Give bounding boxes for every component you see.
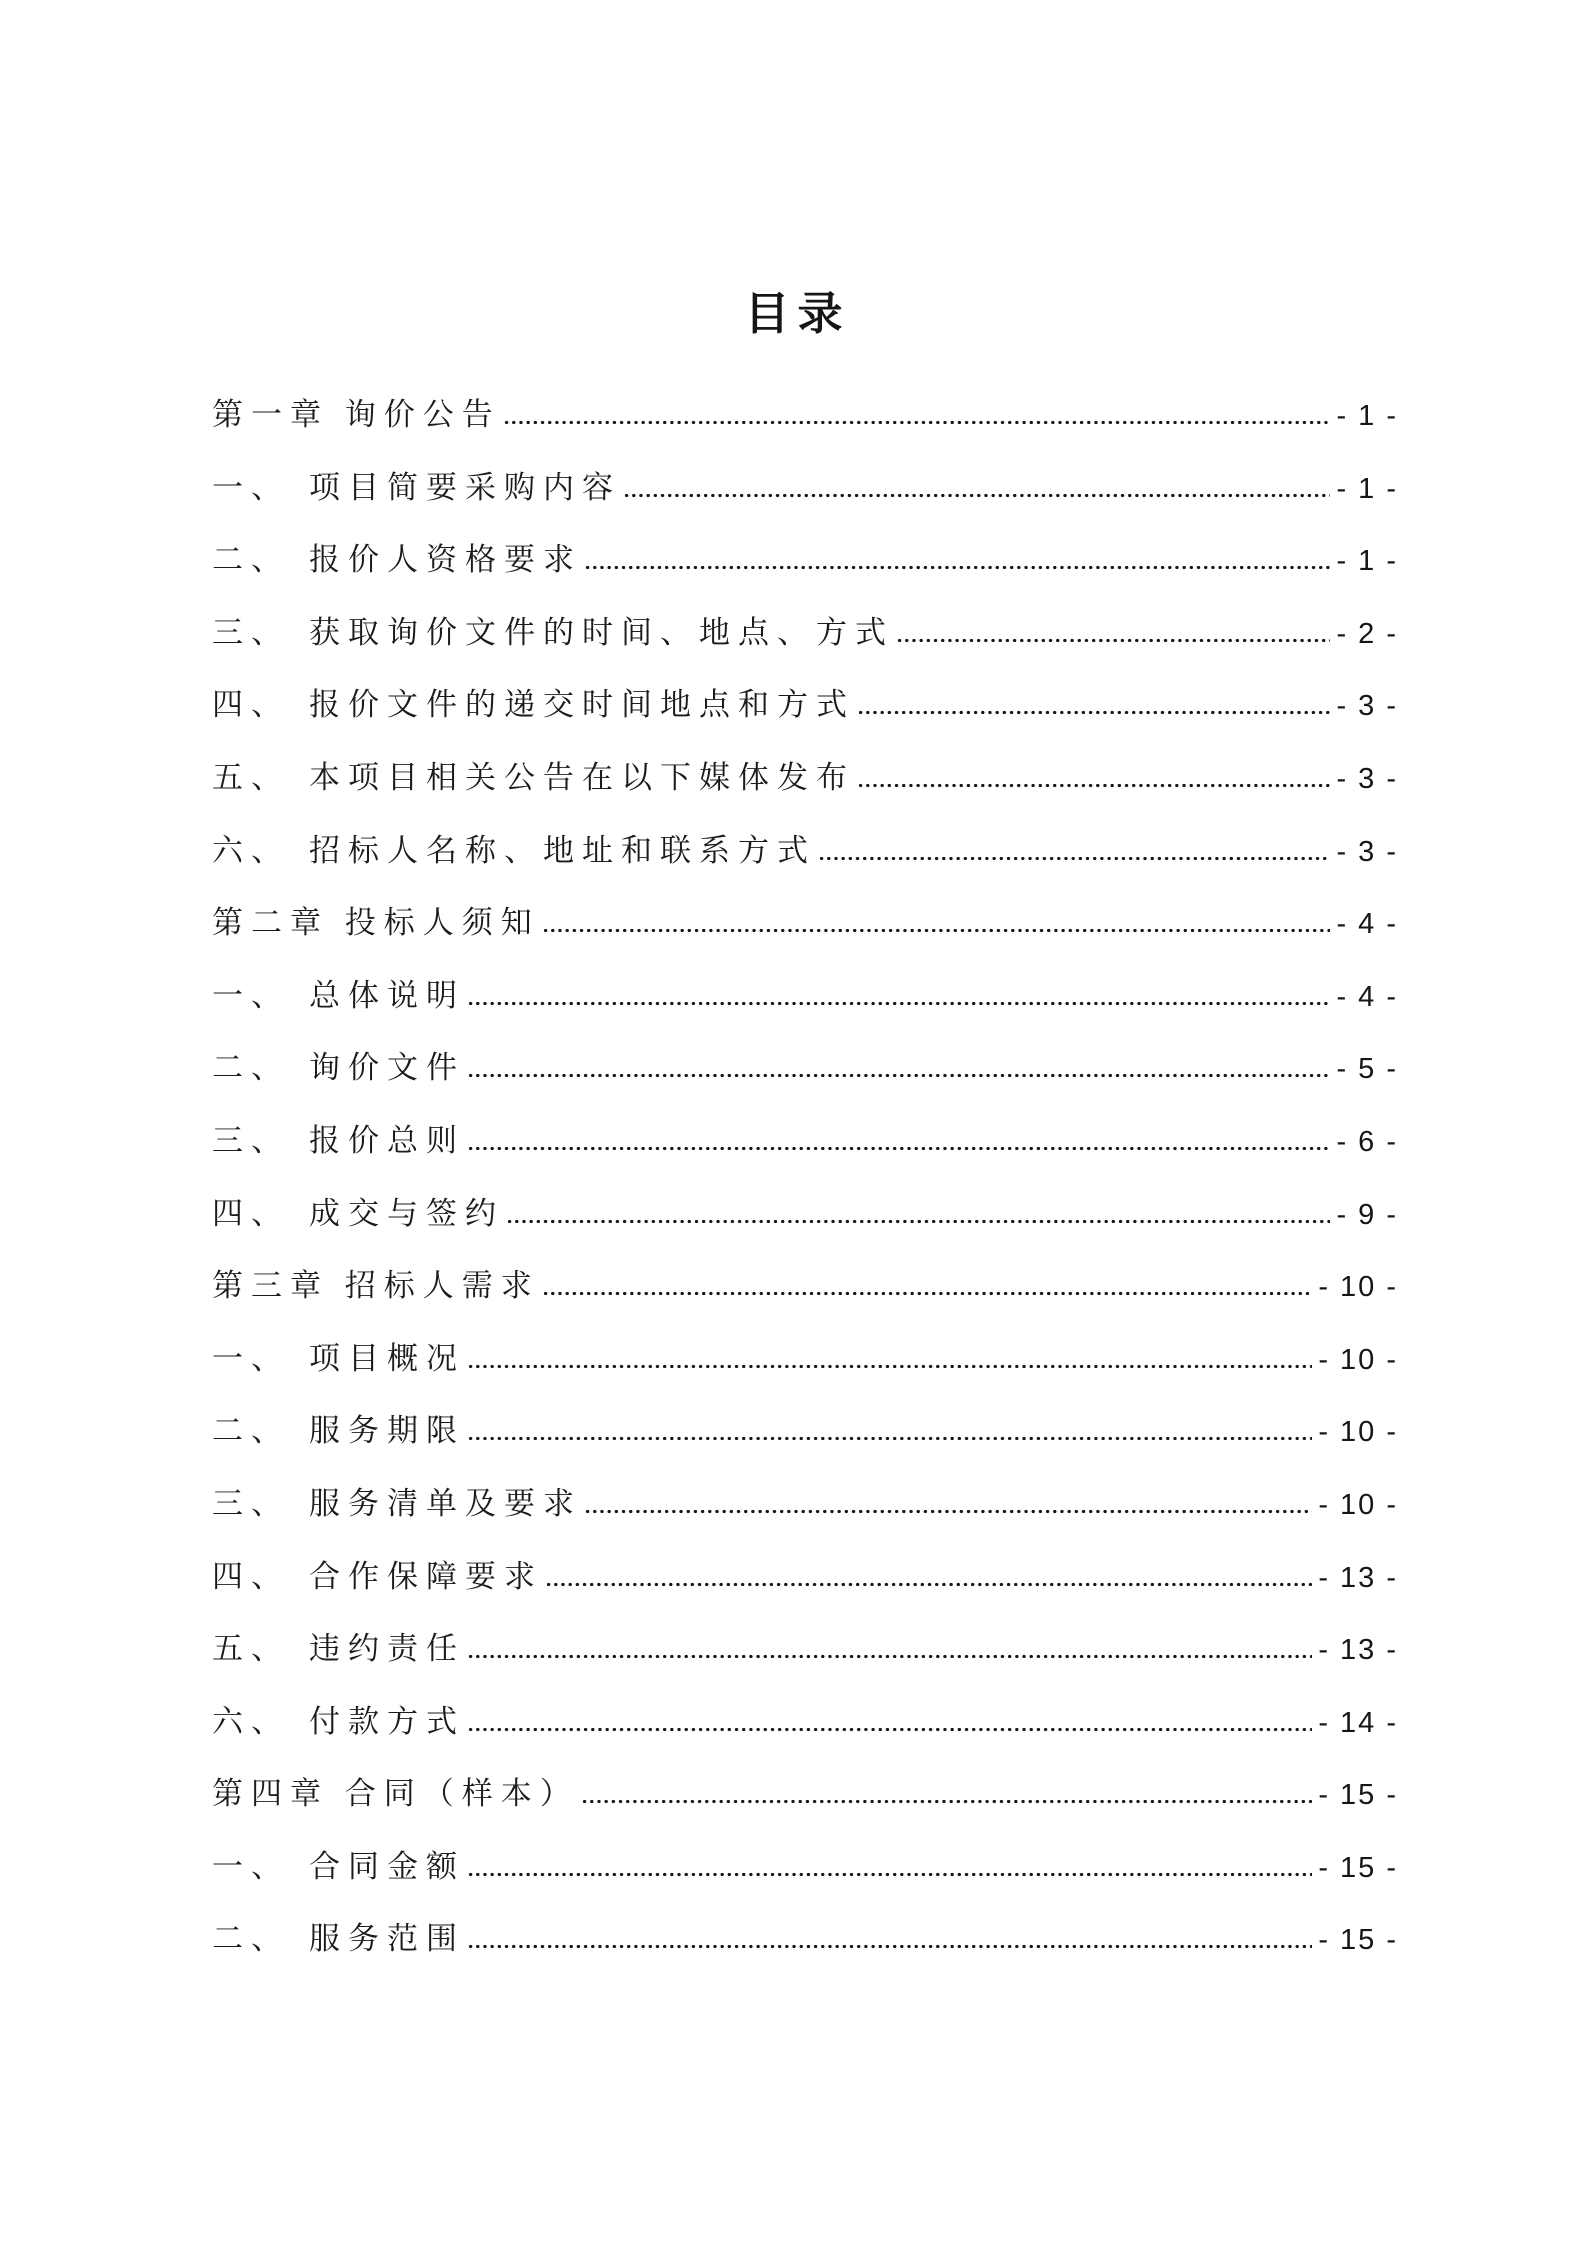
toc-leader-dots — [542, 1291, 1313, 1296]
toc-entry-label: 服务清单及要求 — [309, 1485, 582, 1521]
toc-entry[interactable] — [212, 1903, 1398, 1976]
toc-entry[interactable] — [212, 1395, 1398, 1468]
toc-entry-prefix: 五、 — [212, 759, 290, 795]
toc-entry[interactable] — [212, 379, 1398, 452]
toc-entry-prefix: 一、 — [212, 977, 290, 1013]
toc-leader-dots — [506, 1219, 1330, 1224]
toc-entry-page: - 1 - — [1336, 545, 1398, 578]
toc-entry-page: - 3 - — [1336, 835, 1398, 868]
toc-entry-prefix: 二、 — [212, 542, 290, 578]
toc-entry-prefix: 三、 — [212, 614, 290, 650]
toc-entry-prefix: 六、 — [212, 1703, 290, 1739]
toc-entry-page: - 3 - — [1336, 690, 1398, 723]
toc-entry[interactable] — [212, 960, 1398, 1033]
toc-entry[interactable] — [212, 1178, 1398, 1251]
toc-leader-dots — [584, 1509, 1312, 1514]
toc-entry-label: 询价文件 — [309, 1050, 465, 1086]
toc-title: 目录 — [744, 288, 851, 339]
toc-entry-label: 第一章 询价公告 — [212, 397, 501, 432]
toc-leader-dots — [467, 1654, 1312, 1659]
toc-entry-label: 服务期限 — [309, 1413, 465, 1449]
toc-entry-page: - 13 - — [1318, 1561, 1398, 1594]
toc-entry-label: 合同金额 — [309, 1848, 465, 1884]
toc-leader-dots — [545, 1582, 1312, 1587]
toc-entry-label: 成交与签约 — [309, 1195, 504, 1231]
toc-entry[interactable] — [212, 742, 1398, 815]
toc-entry-prefix: 二、 — [212, 1413, 290, 1449]
toc-entry-prefix: 四、 — [212, 687, 290, 723]
toc-entry[interactable] — [212, 815, 1398, 888]
toc-entry-page: - 4 - — [1336, 980, 1398, 1013]
toc-entry-prefix: 二、 — [212, 1050, 290, 1086]
toc-entry-page: - 9 - — [1336, 1198, 1398, 1231]
toc-entry-label: 第三章 招标人需求 — [212, 1268, 540, 1304]
toc-entry-page: - 15 - — [1318, 1851, 1398, 1884]
toc-entry[interactable] — [212, 452, 1398, 525]
toc-entry[interactable] — [212, 1758, 1398, 1831]
toc-leader-dots — [467, 1944, 1312, 1949]
toc-entry-prefix: 三、 — [212, 1122, 290, 1158]
toc-entry-page: - 3 - — [1336, 762, 1398, 795]
toc-entry-label: 报价文件的递交时间地点和方式 — [309, 687, 855, 723]
toc-leader-dots — [467, 1436, 1312, 1441]
toc-entry-page: - 10 - — [1318, 1416, 1398, 1449]
toc-entry-label: 本项目相关公告在以下媒体发布 — [309, 759, 855, 795]
toc-entry-label: 获取询价文件的时间、地点、方式 — [309, 614, 894, 650]
toc-entry-label: 第二章 投标人须知 — [212, 905, 540, 941]
toc-entry-label: 报价总则 — [309, 1122, 465, 1158]
toc-entry-prefix: 一、 — [212, 1340, 290, 1376]
toc-entry-page: - 2 - — [1336, 617, 1398, 650]
toc-entry-label: 第四章 合同（样本） — [212, 1776, 579, 1812]
toc-entry-label: 项目简要采购内容 — [309, 469, 621, 505]
toc-entry-prefix: 四、 — [212, 1558, 290, 1594]
toc-leader-dots — [467, 1146, 1330, 1151]
toc-leader-dots — [896, 638, 1330, 643]
toc-entry-label: 招标人名称、地址和联系方式 — [309, 832, 816, 868]
toc-entry[interactable] — [212, 1468, 1398, 1541]
toc-leader-dots — [467, 1727, 1312, 1732]
toc-entry-page: - 15 - — [1318, 1924, 1398, 1957]
toc-entry-page: - 10 - — [1318, 1343, 1398, 1376]
toc-entry-label: 付款方式 — [309, 1703, 465, 1739]
toc-entry-label: 违约责任 — [309, 1631, 465, 1667]
toc-leader-dots — [584, 565, 1330, 570]
toc-entry[interactable] — [212, 1831, 1398, 1904]
toc-leader-dots — [581, 1799, 1313, 1804]
toc-leader-dots — [467, 1364, 1312, 1369]
toc-entry-prefix: 五、 — [212, 1631, 290, 1667]
toc-entry-label: 项目概况 — [309, 1340, 465, 1376]
toc-entry-prefix: 二、 — [212, 1921, 290, 1957]
toc-entry[interactable] — [212, 1105, 1398, 1178]
toc-entry-prefix: 一、 — [212, 1848, 290, 1884]
toc-entry-prefix: 三、 — [212, 1485, 290, 1521]
toc-leader-dots — [857, 783, 1330, 788]
toc-leader-dots — [818, 856, 1330, 861]
toc-entry[interactable] — [212, 1686, 1398, 1759]
toc-entry[interactable] — [212, 1613, 1398, 1686]
toc-leader-dots — [467, 1073, 1330, 1078]
toc-entry-page: - 4 - — [1336, 908, 1398, 941]
toc-entry[interactable] — [212, 597, 1398, 670]
toc-entry-page: - 5 - — [1336, 1053, 1398, 1086]
toc-entry-page: - 14 - — [1318, 1706, 1398, 1739]
toc-entry-label: 服务范围 — [309, 1921, 465, 1957]
toc-entry-page: - 10 - — [1318, 1271, 1398, 1304]
toc-leader-dots — [623, 493, 1330, 498]
toc-entry-page: - 13 - — [1318, 1634, 1398, 1667]
toc-entry[interactable] — [212, 669, 1398, 742]
toc-leader-dots — [467, 1001, 1330, 1006]
toc-leader-dots — [503, 420, 1331, 425]
toc-entry[interactable] — [212, 1250, 1398, 1323]
toc-entry-page: - 1 - — [1336, 400, 1398, 432]
toc-leader-dots — [857, 710, 1330, 715]
toc-entry[interactable] — [212, 1032, 1398, 1105]
toc-leader-dots — [542, 928, 1331, 933]
toc-entry-prefix: 一、 — [212, 469, 290, 505]
toc-entry-label: 报价人资格要求 — [309, 542, 582, 578]
toc-entry[interactable] — [212, 1541, 1398, 1614]
toc-entry-prefix: 四、 — [212, 1195, 290, 1231]
toc-entry-page: - 1 - — [1336, 472, 1398, 505]
toc-entry[interactable] — [212, 1323, 1398, 1396]
toc-entry-page: - 10 - — [1318, 1488, 1398, 1521]
toc-entry[interactable] — [212, 524, 1398, 597]
toc-entry-label: 总体说明 — [309, 977, 465, 1013]
toc-leader-dots — [467, 1872, 1312, 1877]
toc-entry-page: - 15 - — [1318, 1779, 1398, 1812]
toc-entry-page: - 6 - — [1336, 1125, 1398, 1158]
toc-list — [212, 379, 1398, 1976]
toc-entry-prefix: 六、 — [212, 832, 290, 868]
toc-entry[interactable] — [212, 887, 1398, 960]
toc-entry-label: 合作保障要求 — [309, 1558, 543, 1594]
